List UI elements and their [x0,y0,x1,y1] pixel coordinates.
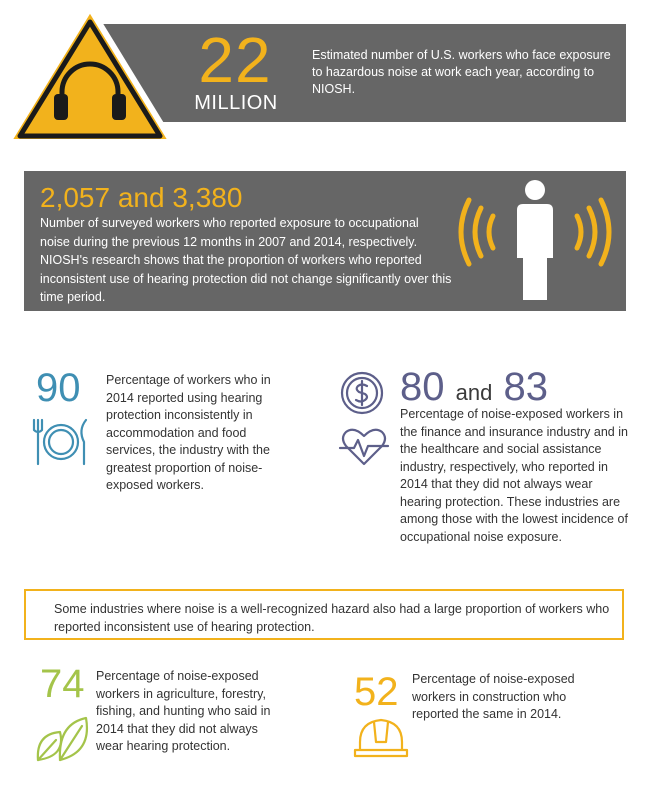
stat-80-83-joiner: and [455,380,493,405]
stat-74-description: Percentage of noise-exposed workers in agriculture, forestry, fishing, and hunting who said in 2014 that they did not always wear hearing protection. [96,669,271,753]
leaves-icon [34,712,92,766]
hazard-headphones-icon [0,0,180,150]
callout-text: Some industries where noise is a well-recognized hazard also had a large proportion of workers who reported inconsistent use of hearing protection. [54,602,610,634]
stat-83-number: 83 [503,365,548,409]
heart-pulse-icon [338,424,390,468]
stat-22-description: Estimated number of U.S. workers who face exposure to hazardous noise at work each year, according to NIOSH. [312,48,611,96]
plate-fork-knife-icon [30,414,92,470]
hard-hat-icon [352,712,410,760]
person-sound-waves-icon [455,176,615,306]
dollar-coin-icon [339,370,385,416]
stat-22-unit: MILLION [194,92,278,114]
survey-description: Number of surveyed workers who reported exposure to occupational noise during the previous 12 months in 2007 and 2014, respectively. NIOSH's research shows that the proportion of workers who reported inconsistent use of hearing protection did not change significantly over this time period. [40,216,452,304]
stat-90-number: 90 [36,366,81,410]
stat-80-number: 80 [400,365,445,409]
stat-74-number: 74 [40,662,85,706]
stat-80-83-description: Percentage of noise-exposed workers in the finance and insurance industry and in the healthcare and social assistance industry, respectively, who reported in 2014 that they did not always wear hearing protection. These industries are among those with the lowest incidence of occupational noise exposure. [400,407,628,544]
stat-52-description: Percentage of noise-exposed workers in construction who reported the same in 2014. [412,672,575,721]
survey-headline: 2,057 and 3,380 [40,182,243,213]
stat-52-number: 52 [354,670,399,714]
stat-90-description: Percentage of workers who in 2014 reported using hearing protection inconsistently in accommodation and food services, the industry with the greatest proportion of noise-exposed workers. [106,373,271,492]
stat-22-number: 22 [198,24,272,96]
